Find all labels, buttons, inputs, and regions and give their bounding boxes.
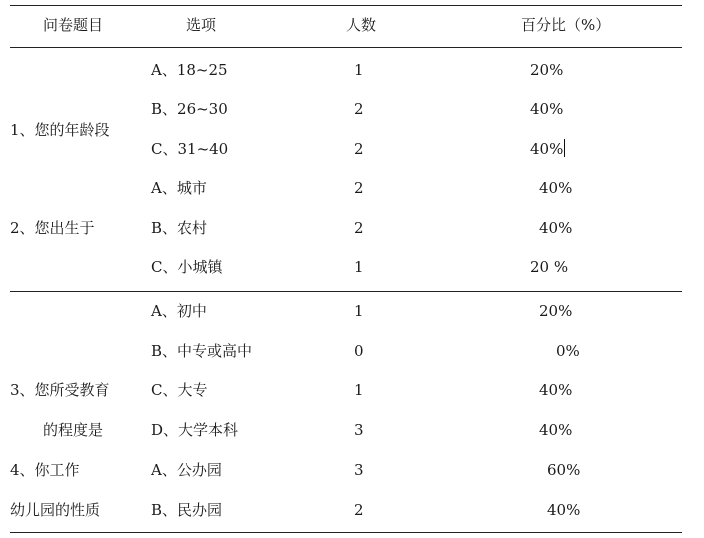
- row-percent: 40%: [539, 421, 573, 439]
- row-option: B、中专或高中: [151, 342, 253, 360]
- row-count: 2: [354, 100, 364, 118]
- row-percent: 40%: [539, 219, 573, 237]
- header-option: 选项: [186, 16, 217, 34]
- row-option: B、民办园: [151, 501, 223, 519]
- row-percent: 20 %: [530, 258, 569, 276]
- row-option: A、城市: [151, 179, 207, 197]
- header-question: 问卷题目: [43, 16, 104, 34]
- row-option: C、小城镇: [151, 258, 223, 276]
- row-percent: 40%: [530, 100, 564, 118]
- row-count: 1: [354, 302, 364, 320]
- question-label: 4、你工作: [10, 461, 80, 479]
- question-label: 2、您出生于: [10, 219, 95, 237]
- row-option: C、大专: [151, 381, 208, 399]
- row-count: 1: [354, 258, 364, 276]
- header-rule: [10, 47, 682, 48]
- row-option: B、26~30: [151, 100, 228, 118]
- top-rule: [10, 5, 682, 6]
- row-count: 3: [354, 461, 364, 479]
- row-option: A、初中: [151, 302, 207, 320]
- question-label: 3、您所受教育: [10, 381, 110, 399]
- row-percent: 60%: [547, 461, 581, 479]
- row-count: 1: [354, 381, 364, 399]
- question-label: 1、您的年龄段: [10, 121, 110, 139]
- question-label: 幼儿园的性质: [10, 501, 101, 519]
- row-count: 2: [354, 501, 364, 519]
- row-option: B、农村: [151, 219, 208, 237]
- text-cursor: [564, 139, 565, 157]
- row-option: C、31~40: [151, 140, 229, 158]
- row-percent: 20%: [539, 302, 573, 320]
- header-count: 人数: [346, 16, 377, 34]
- row-percent: 40%: [539, 381, 573, 399]
- section-rule: [10, 291, 682, 292]
- row-option: A、公办园: [151, 461, 222, 479]
- row-count: 1: [354, 61, 364, 79]
- row-percent-cell[interactable]: [530, 139, 565, 159]
- row-option: A、18~25: [151, 61, 228, 79]
- row-percent: 0%: [556, 342, 580, 360]
- row-percent: 40%: [539, 179, 573, 197]
- row-count: 3: [354, 421, 364, 439]
- row-count: 2: [354, 140, 364, 158]
- row-count: 0: [354, 342, 364, 360]
- row-percent: 20%: [530, 61, 564, 79]
- bottom-rule: [10, 532, 682, 533]
- header-percent: 百分比（%）: [521, 16, 611, 34]
- row-count: 2: [354, 179, 364, 197]
- question-label: 的程度是: [43, 421, 104, 439]
- row-count: 2: [354, 219, 364, 237]
- row-option: D、大学本科: [151, 421, 239, 439]
- row-percent: 40%: [530, 140, 564, 158]
- row-percent: 40%: [547, 501, 581, 519]
